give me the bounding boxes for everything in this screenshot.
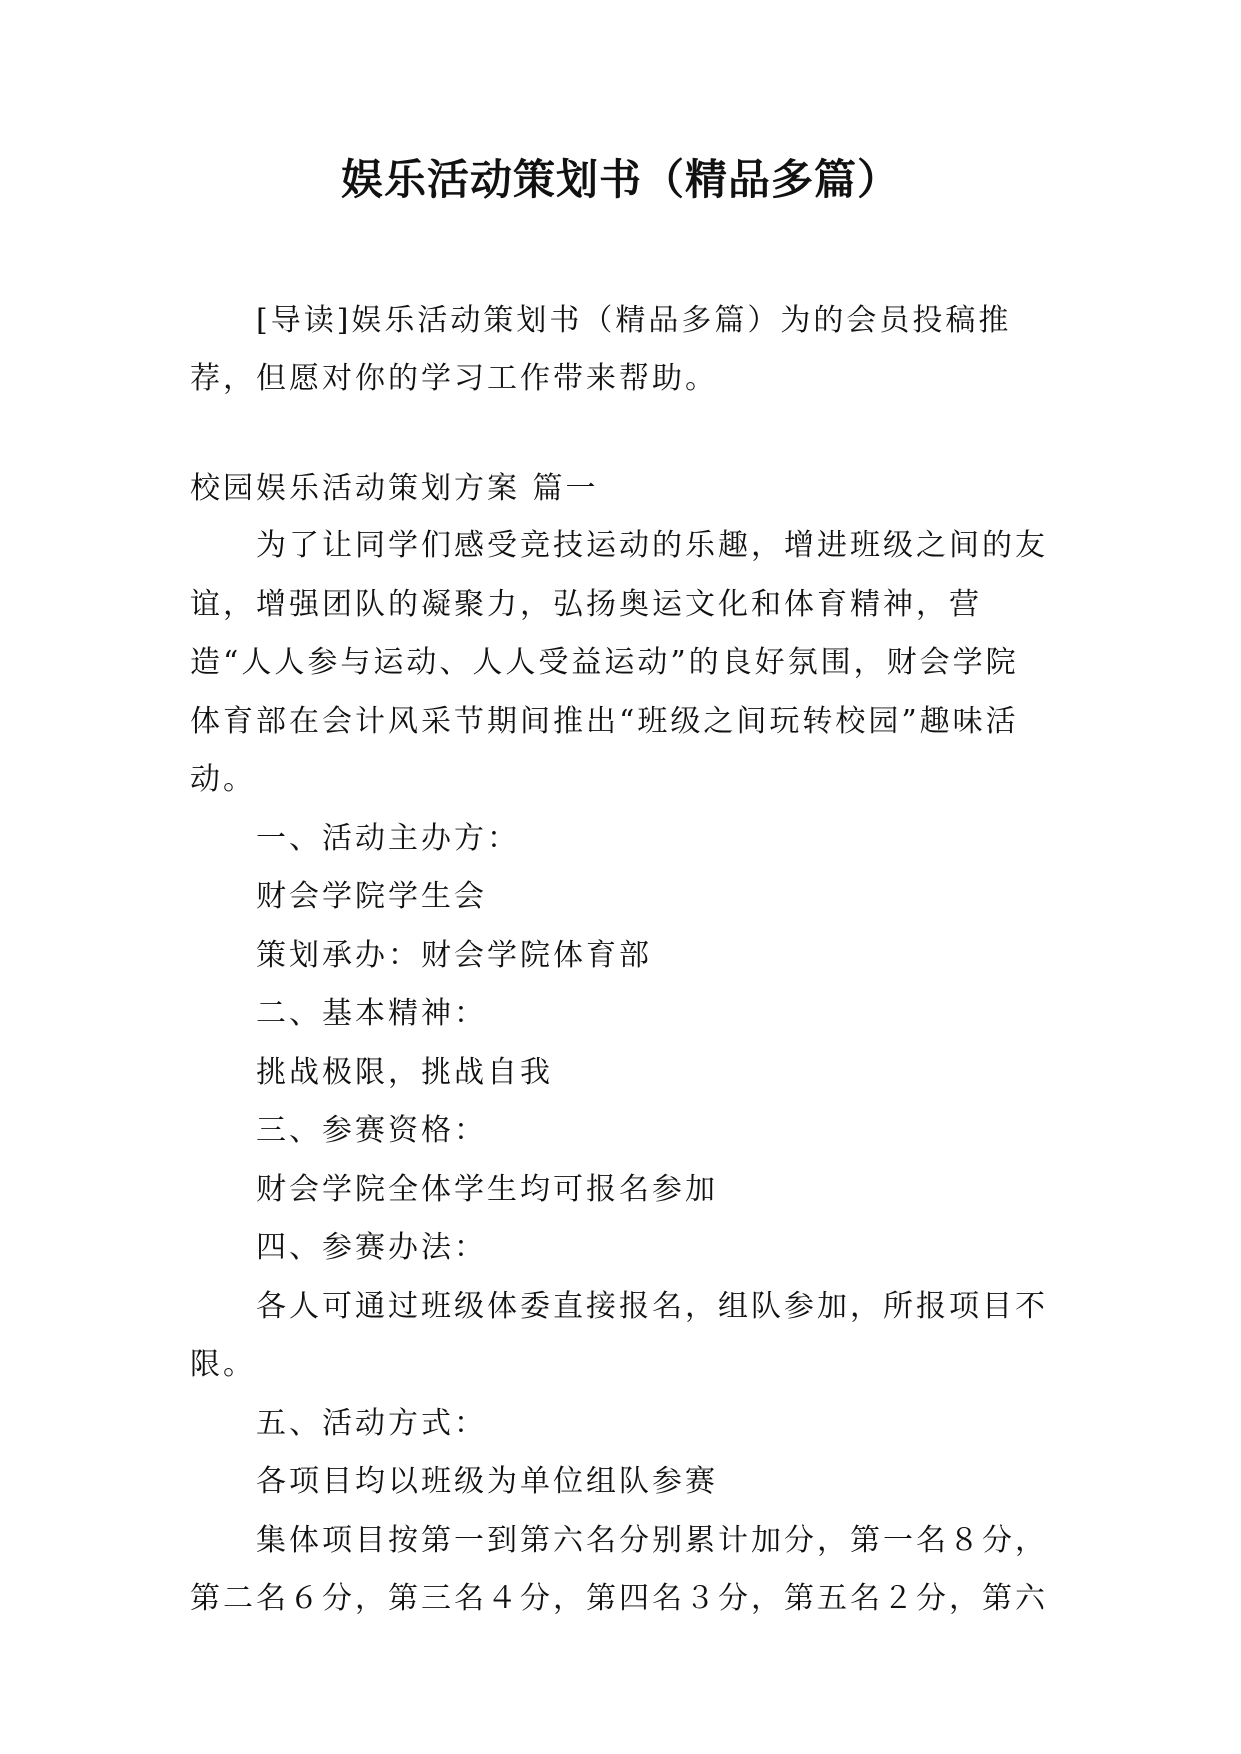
body-paragraph: 财会学院全体学生均可报名参加 bbox=[256, 1171, 718, 1207]
body-paragraph: 财会学院学生会 bbox=[256, 879, 487, 914]
body-paragraph: 二、基本精神： bbox=[256, 996, 487, 1031]
intro-paragraph bbox=[190, 292, 1050, 408]
document-title: 娱乐活动策划书（精品多篇） bbox=[340, 155, 900, 204]
body-paragraph: 策划承办：财会学院体育部 bbox=[256, 937, 652, 973]
body-paragraph: 一、活动主办方： bbox=[256, 820, 520, 856]
intro-text: [导读]娱乐活动策划书（精品多篇）为的会员投稿推荐，但愿对你的学习工作带来帮助。 bbox=[190, 303, 1012, 396]
section-content bbox=[190, 517, 1050, 1629]
body-paragraph: 集体项目按第一到第六名分别累计加分，第一名８分，第二名６分，第三名４分，第四名３分，第五名２分，第六 bbox=[190, 1522, 1048, 1616]
body-paragraph: 各项目均以班级为单位组队参赛 bbox=[256, 1464, 718, 1499]
body-paragraph: 三、参赛资格： bbox=[256, 1113, 487, 1148]
body-paragraph: 四、参赛办法： bbox=[256, 1230, 487, 1265]
section-heading: 校园娱乐活动策划方案 篇一 bbox=[190, 471, 599, 506]
body-paragraph: 挑战极限，挑战自我 bbox=[256, 1054, 553, 1090]
body-paragraph: 各人可通过班级体委直接报名，组队参加，所报项目不限。 bbox=[190, 1288, 1048, 1382]
body-paragraph: 为了让同学们感受竞技运动的乐趣，增进班级之间的友谊，增强团队的凝聚力，弘扬奥运文化和体育精神，营造“人人参与运动、人人受益运动”的良好氛围，财会学院体育部在会计风采节期间推出“班级之间玩转校园”趣味活动。 bbox=[190, 528, 1048, 797]
body-paragraph: 五、活动方式： bbox=[256, 1405, 487, 1441]
